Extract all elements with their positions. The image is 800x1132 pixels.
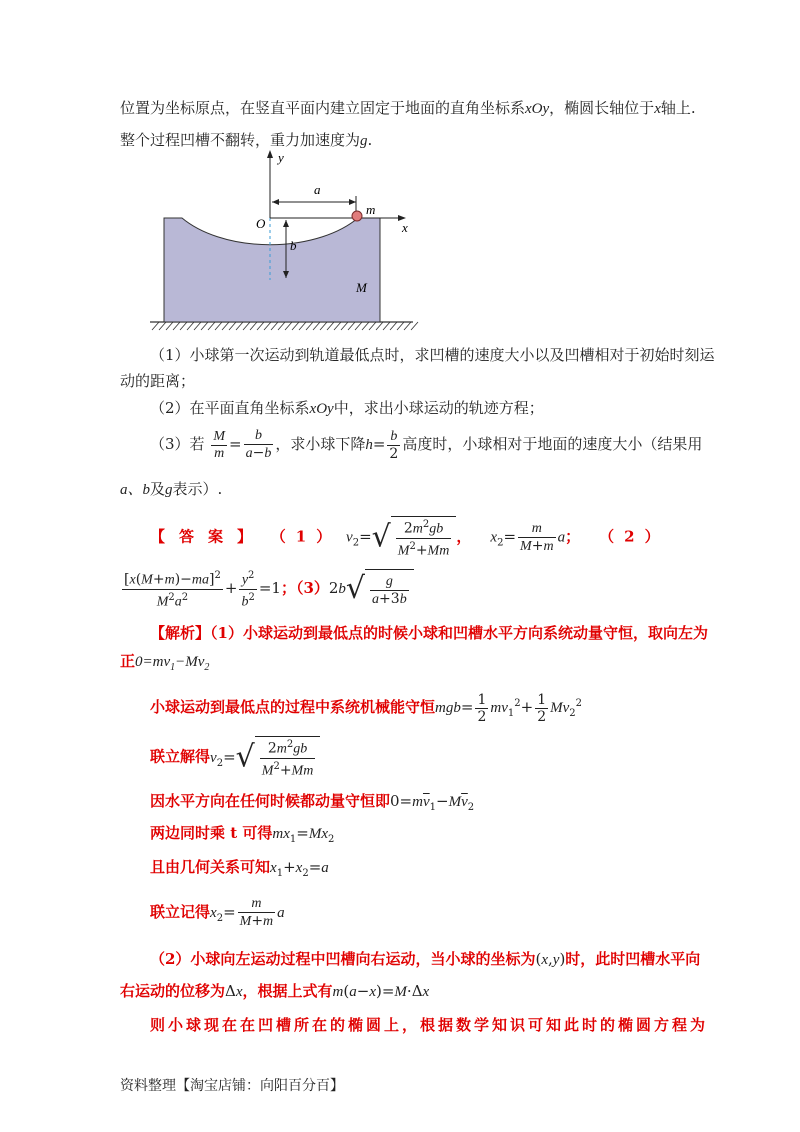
hatch-mark <box>292 322 299 330</box>
label-a: a <box>314 182 321 197</box>
question-text: 中，求出小球运动的轨迹方程； <box>333 399 544 417</box>
analysis-text: 且由几何关系可知 <box>150 858 271 876</box>
analysis-text: 【解析】（1）小球运动到最低点的时候小球和凹槽水平方向系统动量守恒，取向左为 <box>150 624 708 642</box>
question-text: 及 <box>150 480 166 498</box>
analysis-text: 正 <box>120 652 136 670</box>
hatch-mark <box>166 322 173 330</box>
hatch-mark <box>201 322 208 330</box>
ellipse-term-2: $\frac{y^2}{b^2}$ <box>241 570 255 610</box>
label-M: M <box>356 280 367 295</box>
answer-part-2: （2） <box>599 527 670 546</box>
hatch-mark <box>173 322 180 330</box>
analysis-line-2: 正$0=mv_1-Mv_2$ <box>120 652 210 673</box>
trough-block <box>164 218 380 322</box>
hatch-mark <box>278 322 285 330</box>
fraction-b-over-2: $\frac{b}{2}$ <box>389 428 399 462</box>
question-3-line-2 <box>120 478 690 501</box>
intro-text: ，椭圆长轴位于 <box>549 99 655 117</box>
question-text: 高度时，小球相对于地面的速度大小（结果用 <box>402 435 703 453</box>
hatch-mark <box>152 322 159 330</box>
g-symbol: g <box>165 482 173 498</box>
footer-note: 资料整理【淘宝店铺：向阳百分百】 <box>120 1078 344 1094</box>
hatch-mark <box>194 322 201 330</box>
g-symbol: g <box>360 133 368 149</box>
coord-symbol: xOy <box>309 401 334 417</box>
label-b: b <box>290 238 297 253</box>
fraction-M-over-m: $\frac{M}{m}$ <box>213 428 225 461</box>
analysis-text: ，根据上式有 <box>242 982 333 1000</box>
question-3: （3）若 $\frac{M}{m}$ = $\frac{b}{a-b}$ ，求小球下降h= $\frac{b}{2}$ 高度时，小球相对于地面的速度大小（结果用 <box>150 428 703 462</box>
hatch-mark <box>404 322 411 330</box>
hatch-mark <box>299 322 306 330</box>
hatch-mark <box>236 322 243 330</box>
analysis-geometry: 且由几何关系可知$x_1+x_2=a$ <box>150 858 329 879</box>
hatch-mark <box>271 322 278 330</box>
answer-label: 【答案】 <box>150 527 267 546</box>
b-arrow-top <box>283 220 289 227</box>
hatch-mark <box>187 322 194 330</box>
analysis-multiply-t: 两边同时乘 t 可得$mx_1=Mx_2$ <box>150 824 335 845</box>
y-axis-arrow <box>267 150 273 158</box>
question-text: （2）在平面直角坐标系 <box>150 399 310 417</box>
answer-line-1: 【答案】 （1） $v_2=√$ $\frac{2m^2gb}{M^2+Mm}$ ， $x_2=$ $\frac{m}{M+m}$ a； （2） <box>150 516 690 564</box>
question-text: ，求小球下降 <box>275 435 366 453</box>
a-arrow-right <box>349 199 356 205</box>
analysis-text: 小球运动到最低点的过程中系统机械能守恒 <box>150 698 436 716</box>
hatch-mark <box>250 322 257 330</box>
answer-sqrt-3: √ $\frac{g}{a+3b}$ <box>346 568 414 610</box>
analysis-text: 右运动的位移为 <box>120 982 226 1000</box>
intro-text: 整个过程凹槽不翻转，重力加速度为 <box>120 131 361 149</box>
separator: ； <box>565 527 581 546</box>
hatch-mark <box>285 322 292 330</box>
answer-part-1: （1） <box>270 527 342 546</box>
hatch-mark <box>222 322 229 330</box>
ab-symbols: a、b <box>120 482 151 498</box>
hatch-mark <box>355 322 362 330</box>
hatch-mark <box>264 322 271 330</box>
label-m: m <box>366 202 376 217</box>
ground-hatching <box>152 322 418 330</box>
hatch-mark <box>369 322 376 330</box>
hatch-mark <box>159 322 166 330</box>
trough-diagram <box>148 150 428 335</box>
intro-line-1 <box>120 97 696 120</box>
question-1-line-2 <box>120 370 690 392</box>
analysis-text: 联立记得 <box>150 903 211 921</box>
label-origin: O <box>256 216 266 231</box>
hatch-mark <box>383 322 390 330</box>
analysis-momentum: 因水平方向在任何时候都动量守恒即$0=m\overline{v}_1-M\overline{v}_2$ <box>150 792 475 813</box>
hatch-mark <box>243 322 250 330</box>
analysis-text: 则小球现在在凹槽所在的椭圆上，根据数学知识可知此时的椭圆方程为 <box>150 1016 709 1034</box>
intro-text: 轴上. <box>660 99 696 117</box>
analysis-text: 因水平方向在任何时候都动量守恒即 <box>150 792 391 810</box>
analysis-energy: 小球运动到最低点的过程中系统机械能守恒mgb= $\frac{1}{2}$ $mv_1^2+$ $\frac{1}{2}$ $Mv_2^2$ <box>150 691 583 725</box>
analysis-part2-line-2: 右运动的位移为Δx，根据上式有m(a−x)=M·Δx <box>120 982 430 1000</box>
hatch-mark <box>229 322 236 330</box>
analysis-line-1 <box>150 622 708 644</box>
label-y: y <box>278 150 284 165</box>
coord-symbol: xOy <box>525 101 550 117</box>
hatch-mark <box>313 322 320 330</box>
x-symbol: x <box>654 101 661 117</box>
analysis-text: 两边同时乘 t 可得 <box>150 824 273 842</box>
hatch-mark <box>327 322 334 330</box>
hatch-mark <box>376 322 383 330</box>
hatch-mark <box>362 322 369 330</box>
analysis-text: （2）小球向左运动过程中凹槽向右运动，当小球的坐标为 <box>150 950 536 968</box>
question-text: （1）小球第一次运动到轨道最低点时，求凹槽的速度大小以及凹槽相对于初始时刻运 <box>150 346 715 364</box>
question-text: 动的距离； <box>120 372 196 390</box>
analysis-solve: 联立解得$v_2=√$ $\frac{2m^2gb}{M^2+Mm}$ <box>150 736 690 784</box>
analysis-text: 联立解得 <box>150 747 211 766</box>
question-2 <box>150 397 690 420</box>
hatch-mark <box>411 322 418 330</box>
hatch-mark <box>257 322 264 330</box>
intro-text: 位置为坐标原点，在竖直平面内建立固定于地面的直角坐标系 <box>120 99 526 117</box>
answer-sqrt-1: √ $\frac{2m^2gb}{M^2+Mm}$ <box>372 516 457 559</box>
analysis-combine: 联立记得$x_2=$ $\frac{m}{M+m}$ a <box>150 896 285 929</box>
analysis-part2-line-3 <box>150 1014 709 1036</box>
hatch-mark <box>180 322 187 330</box>
intro-line-2 <box>120 129 690 152</box>
question-text: （3）若 <box>150 435 205 453</box>
hatch-mark <box>397 322 404 330</box>
label-x: x <box>402 220 408 235</box>
question-text: 表示）. <box>172 480 223 498</box>
hatch-mark <box>306 322 313 330</box>
separator: ， <box>456 527 472 546</box>
hatch-mark <box>348 322 355 330</box>
hatch-mark <box>215 322 222 330</box>
hatch-mark <box>320 322 327 330</box>
fraction-b-over-a-minus-b: $\frac{b}{a-b}$ <box>245 428 272 461</box>
intro-text: . <box>367 131 373 149</box>
question-1-line-1 <box>150 344 715 366</box>
answer-line-2: $\frac{[x(M+m)-ma]^2}{M^2a^2}$ + $\frac{y^2}{b^2}$ =1；（3）2b√ $\frac{g}{a+3b}$ <box>120 568 690 610</box>
hatch-mark <box>341 322 348 330</box>
hatch-mark <box>390 322 397 330</box>
analysis-part2-line-1: （2）小球向左运动过程中凹槽向右运动，当小球的坐标为(x,y)时，此时凹槽水平向 <box>150 950 701 968</box>
a-arrow-left <box>272 199 279 205</box>
hatch-mark <box>208 322 215 330</box>
ellipse-term-1: $\frac{[x(M+m)-ma]^2}{M^2a^2}$ <box>124 570 221 610</box>
analysis-text: 时，此时凹槽水平向 <box>565 950 701 968</box>
hatch-mark <box>334 322 341 330</box>
ball <box>352 211 362 221</box>
answer-part-3: ；（3） <box>280 579 329 598</box>
